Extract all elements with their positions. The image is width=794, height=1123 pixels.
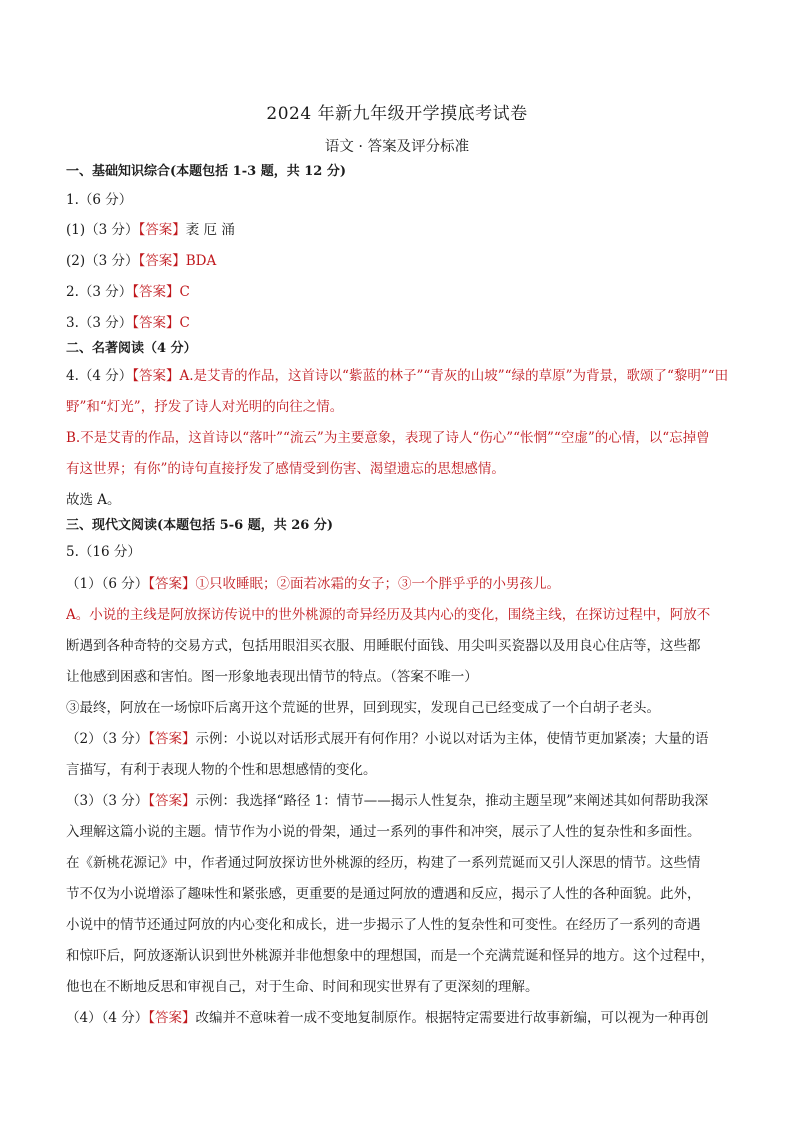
question-4-conclusion: 故选 A。 xyxy=(66,492,121,508)
question-5-3-line-5: 小说中的情节还通过阿放的内心变化和成长，进一步揭示了人性的复杂性和可变性。在经历了一系列的奇遇 xyxy=(66,917,701,933)
question-5-header: 5.（16 分） xyxy=(66,544,141,560)
question-4-line-4: 有这世界；有你”的诗句直接抒发了感情受到伤害、渴望遗忘的思想感情。 xyxy=(66,461,505,477)
question-5-2-line-1 xyxy=(66,730,746,748)
question-5-2-text-1: 示例：小说以对话形式展开有何作用？小说以对话为主体，使情节更加紧凑；大量的语 xyxy=(195,731,709,747)
answer-tag: 【答案】 xyxy=(148,1010,196,1026)
answer-tag: 【答案】 xyxy=(132,315,180,331)
question-5-1-line-3: 断遇到各种奇特的交易方式，包括用眼泪买衣服、用睡眠付面钱、用尖叫买瓷器以及用良心住店等，这些都 xyxy=(66,638,701,654)
question-2-prefix: 2.（3 分） xyxy=(66,284,133,300)
question-1-2 xyxy=(66,252,746,270)
question-5-3-prefix: （3）（3 分） xyxy=(66,793,149,809)
section-3-heading: 三、现代文阅读(本题包括 5-6 题，共 26 分) xyxy=(66,518,333,533)
question-5-3-line-3: 在《新桃花源记》中，作者通过阿放探访世外桃源的经历，构建了一系列荒诞而又引人深思的情节。这些情 xyxy=(66,855,701,871)
question-5-1-line-2: A。小说的主线是阿放探访传说中的世外桃源的奇异经历及其内心的变化，围绕主线，在探访过程中，阿放不 xyxy=(66,607,711,623)
question-3-prefix: 3.（3 分） xyxy=(66,315,133,331)
question-3 xyxy=(66,314,746,332)
question-1-header: 1.（6 分） xyxy=(66,192,133,208)
question-5-3-line-6: 和惊吓后，阿放逐渐认识到世外桃源并非他想象中的理想国，而是一个充满荒诞和怪异的地方。这个过程中， xyxy=(66,948,714,964)
question-5-1-answer: ①只收睡眠；②面若冰霜的女子；③一个胖乎乎的小男孩儿。 xyxy=(195,576,560,592)
question-4-line-1 xyxy=(66,367,746,385)
question-5-3-line-4: 节不仅为小说增添了趣味性和紧张感，更重要的是通过阿放的遭遇和反应，揭示了人性的各种面貌。此外， xyxy=(66,886,701,902)
question-1-1-prefix: (1)（3 分） xyxy=(66,222,139,238)
answer-tag: 【答案】 xyxy=(148,793,196,809)
answer-tag: 【答案】 xyxy=(132,284,180,300)
question-1-1 xyxy=(66,221,746,239)
question-5-4-line-1 xyxy=(66,1009,746,1027)
question-4-text-1: A.是艾青的作品，这首诗以“紫蓝的林子”“青灰的山坡”“绿的草原”为背景，歌颂了“黎明”“田 xyxy=(179,368,729,384)
question-2-answer: C xyxy=(179,284,190,300)
question-5-1-line-1 xyxy=(66,575,746,593)
question-1-2-prefix: (2)（3 分） xyxy=(66,253,139,269)
answer-tag: 【答案】 xyxy=(138,253,186,269)
question-5-3-line-2: 入理解这篇小说的主题。情节作为小说的骨架，通过一系列的事件和冲突，展示了人性的复杂性和多面性。 xyxy=(66,824,701,840)
question-4-line-3: B.不是艾青的作品，这首诗以“落叶”“流云”为主要意象，表现了诗人“伤心”“怅惘”“空虚”的心情，以“忘掉曾 xyxy=(66,430,710,446)
question-5-1-line-4: 让他感到困惑和害怕。图一形象地表现出情节的特点。（答案不唯一） xyxy=(66,669,478,685)
question-5-1-line-5: ③最终，阿放在一场惊吓后离开这个荒诞的世界，回到现实，发现自己已经变成了一个白胡子老头。 xyxy=(66,700,660,716)
question-5-3-text-1: 示例：我选择“路径 1：情节——揭示人性复杂，推动主题呈现”来阐述其如何帮助我深 xyxy=(195,793,709,809)
answer-tag: 【答案】 xyxy=(148,731,196,747)
question-4-prefix: 4.（4 分） xyxy=(66,368,133,384)
question-4-line-2: 野”和“灯光”，抒发了诗人对光明的向往之情。 xyxy=(66,399,344,415)
question-5-3-line-7: 他也在不断地反思和审视自己，对于生命、时间和现实世界有了更深刻的理解。 xyxy=(66,979,539,995)
question-1-2-answer: BDA xyxy=(185,253,217,269)
question-3-answer: C xyxy=(179,315,190,331)
question-5-4-prefix: （4）（4 分） xyxy=(66,1010,149,1026)
section-1-heading: 一、基础知识综合(本题包括 1-3 题，共 12 分) xyxy=(66,164,346,179)
answer-tag: 【答案】 xyxy=(148,576,196,592)
answer-tag: 【答案】 xyxy=(132,368,180,384)
section-2-heading: 二、名著阅读（4 分） xyxy=(66,341,197,356)
question-5-2-prefix: （2）（3 分） xyxy=(66,731,149,747)
answer-tag: 【答案】 xyxy=(138,222,186,238)
page-title: 2024 年新九年级开学摸底考试卷 xyxy=(266,104,528,124)
question-5-1-prefix: （1）（6 分） xyxy=(66,576,149,592)
page-subtitle: 语文 · 答案及评分标准 xyxy=(324,139,470,155)
question-1-1-answer: 袤 厄 涌 xyxy=(185,222,235,238)
question-5-2-line-2: 言描写，有利于表现人物的个性和思想感情的变化。 xyxy=(66,762,377,778)
question-5-3-line-1 xyxy=(66,792,746,810)
question-5-4-text-1: 改编并不意味着一成不变地复制原作。根据特定需要进行故事新编，可以视为一种再创 xyxy=(195,1010,709,1026)
question-2 xyxy=(66,283,746,301)
